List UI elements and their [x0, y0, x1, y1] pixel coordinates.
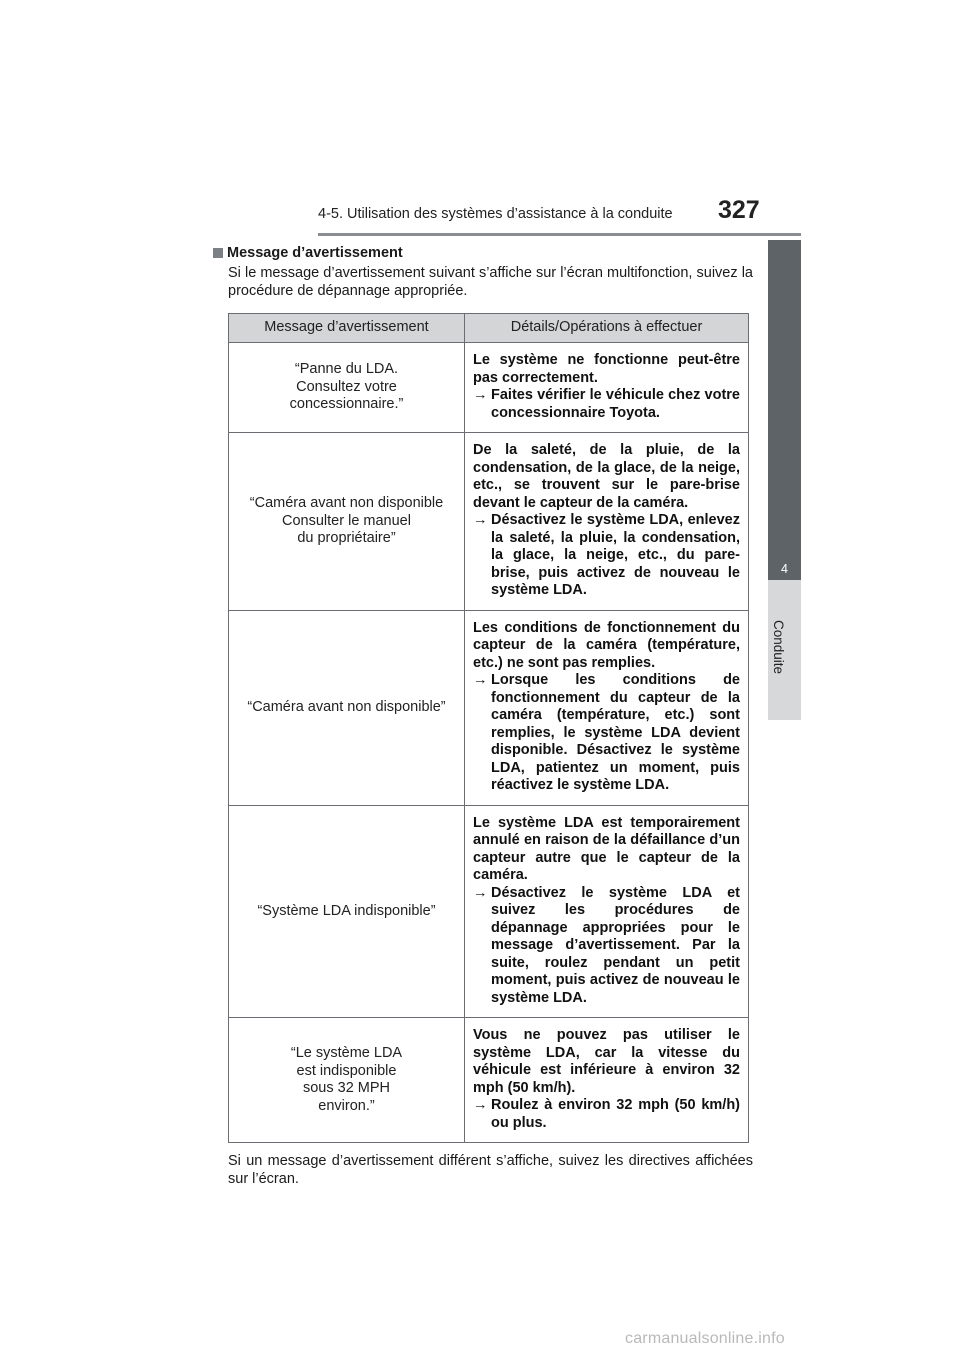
table-header-row — [229, 314, 749, 343]
arrow-right-icon: → — [473, 512, 488, 528]
section-intro: Si le message d’avertissement suivant s’affiche sur l’écran multifonction, suivez la procédure de dépannage appropriée. — [228, 265, 753, 299]
table-row — [229, 343, 749, 433]
details-cell — [465, 343, 749, 433]
details-text: Le système ne fonctionne peut-être pas correctement. — [473, 352, 740, 386]
details-text: Le système LDA est temporairement annulé en raison de la défaillance d’un capteur autre que le capteur de la caméra. — [473, 814, 740, 883]
action-text: Désactivez le système LDA, enlevez la saleté, la pluie, la condensation, la glace, la neige, etc., du pare-brise, puis activez de nouveau le système LDA. — [491, 512, 740, 598]
details-text: De la saleté, de la pluie, de la condensation, de la glace, de la neige, etc., se trouvent sur le pare-brise devant le capteur de la caméra. — [473, 442, 740, 511]
details-text: Les conditions de fonctionnement du capteur de la caméra (température, etc.) ne sont pas remplies. — [473, 619, 740, 671]
section-title: Message d’avertissement — [227, 245, 403, 261]
watermark: carmanualsonline.info — [625, 1330, 785, 1347]
table-row — [229, 433, 749, 611]
table-row — [229, 610, 749, 805]
action-text: Roulez à environ 32 mph (50 km/h) ou plus. — [491, 1097, 740, 1131]
page-number: 327 — [718, 196, 760, 224]
action-text: Faites vérifier le véhicule chez votre concessionnaire Toyota. — [491, 387, 740, 421]
square-bullet-icon — [213, 248, 223, 258]
warning-message-cell: “Caméra avant non disponible” — [229, 610, 465, 805]
details-cell — [465, 610, 749, 805]
details-cell — [465, 433, 749, 611]
details-cell — [465, 805, 749, 1018]
chapter-tab — [768, 240, 801, 580]
warning-message-cell: “Le système LDA est indisponible sous 32 MPH environ.” — [229, 1018, 465, 1143]
warning-message-cell: “Système LDA indisponible” — [229, 805, 465, 1018]
details-cell — [465, 1018, 749, 1143]
main-content — [213, 244, 753, 1188]
section-outro: Si un message d’avertissement différent s’affiche, suivez les directives affichées sur l’écran. — [228, 1153, 753, 1187]
action-item — [473, 512, 740, 600]
action-item — [473, 672, 740, 795]
arrow-right-icon: → — [473, 884, 488, 901]
details-text: Vous ne pouvez pas utiliser le système LDA, car la vitesse du véhicule est inférieure à environ 32 mph (50 km/h). — [473, 1027, 740, 1096]
column-header-details: Détails/Opérations à effectuer — [465, 314, 749, 343]
action-text: Désactivez le système LDA et suivez les procédures de dépannage appropriées pour le message d’avertissement. Par la suite, roulez pendant un petit moment, puis activez de nouveau le système LDA. — [491, 884, 740, 1006]
arrow-right-icon: → — [473, 387, 488, 403]
chapter-tab-label: Conduite — [771, 620, 786, 675]
table-row — [229, 805, 749, 1018]
action-item — [473, 387, 740, 422]
arrow-right-icon: → — [473, 672, 488, 688]
action-item — [473, 1097, 740, 1132]
page-header — [0, 0, 960, 240]
warning-message-table — [228, 313, 749, 1143]
table-row — [229, 1018, 749, 1143]
warning-message-cell: “Panne du LDA. Consultez votre concessionnaire.” — [229, 343, 465, 433]
column-header-message: Message d’avertissement — [229, 314, 465, 343]
header-rule — [318, 233, 801, 236]
chapter-title: 4-5. Utilisation des systèmes d’assistance à la conduite — [318, 206, 673, 222]
action-item — [473, 885, 740, 1008]
action-text: Lorsque les conditions de fonctionnement du capteur de la caméra (température, etc.) sont remplies, le système LDA devient disponible. Désactivez le système LDA, patientez un moment, puis réactivez le système LDA. — [491, 672, 740, 793]
warning-message-cell: “Caméra avant non disponible Consulter le manuel du propriétaire” — [229, 433, 465, 611]
chapter-tab-number: 4 — [781, 562, 788, 576]
section-heading — [213, 244, 753, 262]
arrow-right-icon: → — [473, 1097, 488, 1113]
table-body — [229, 343, 749, 1143]
